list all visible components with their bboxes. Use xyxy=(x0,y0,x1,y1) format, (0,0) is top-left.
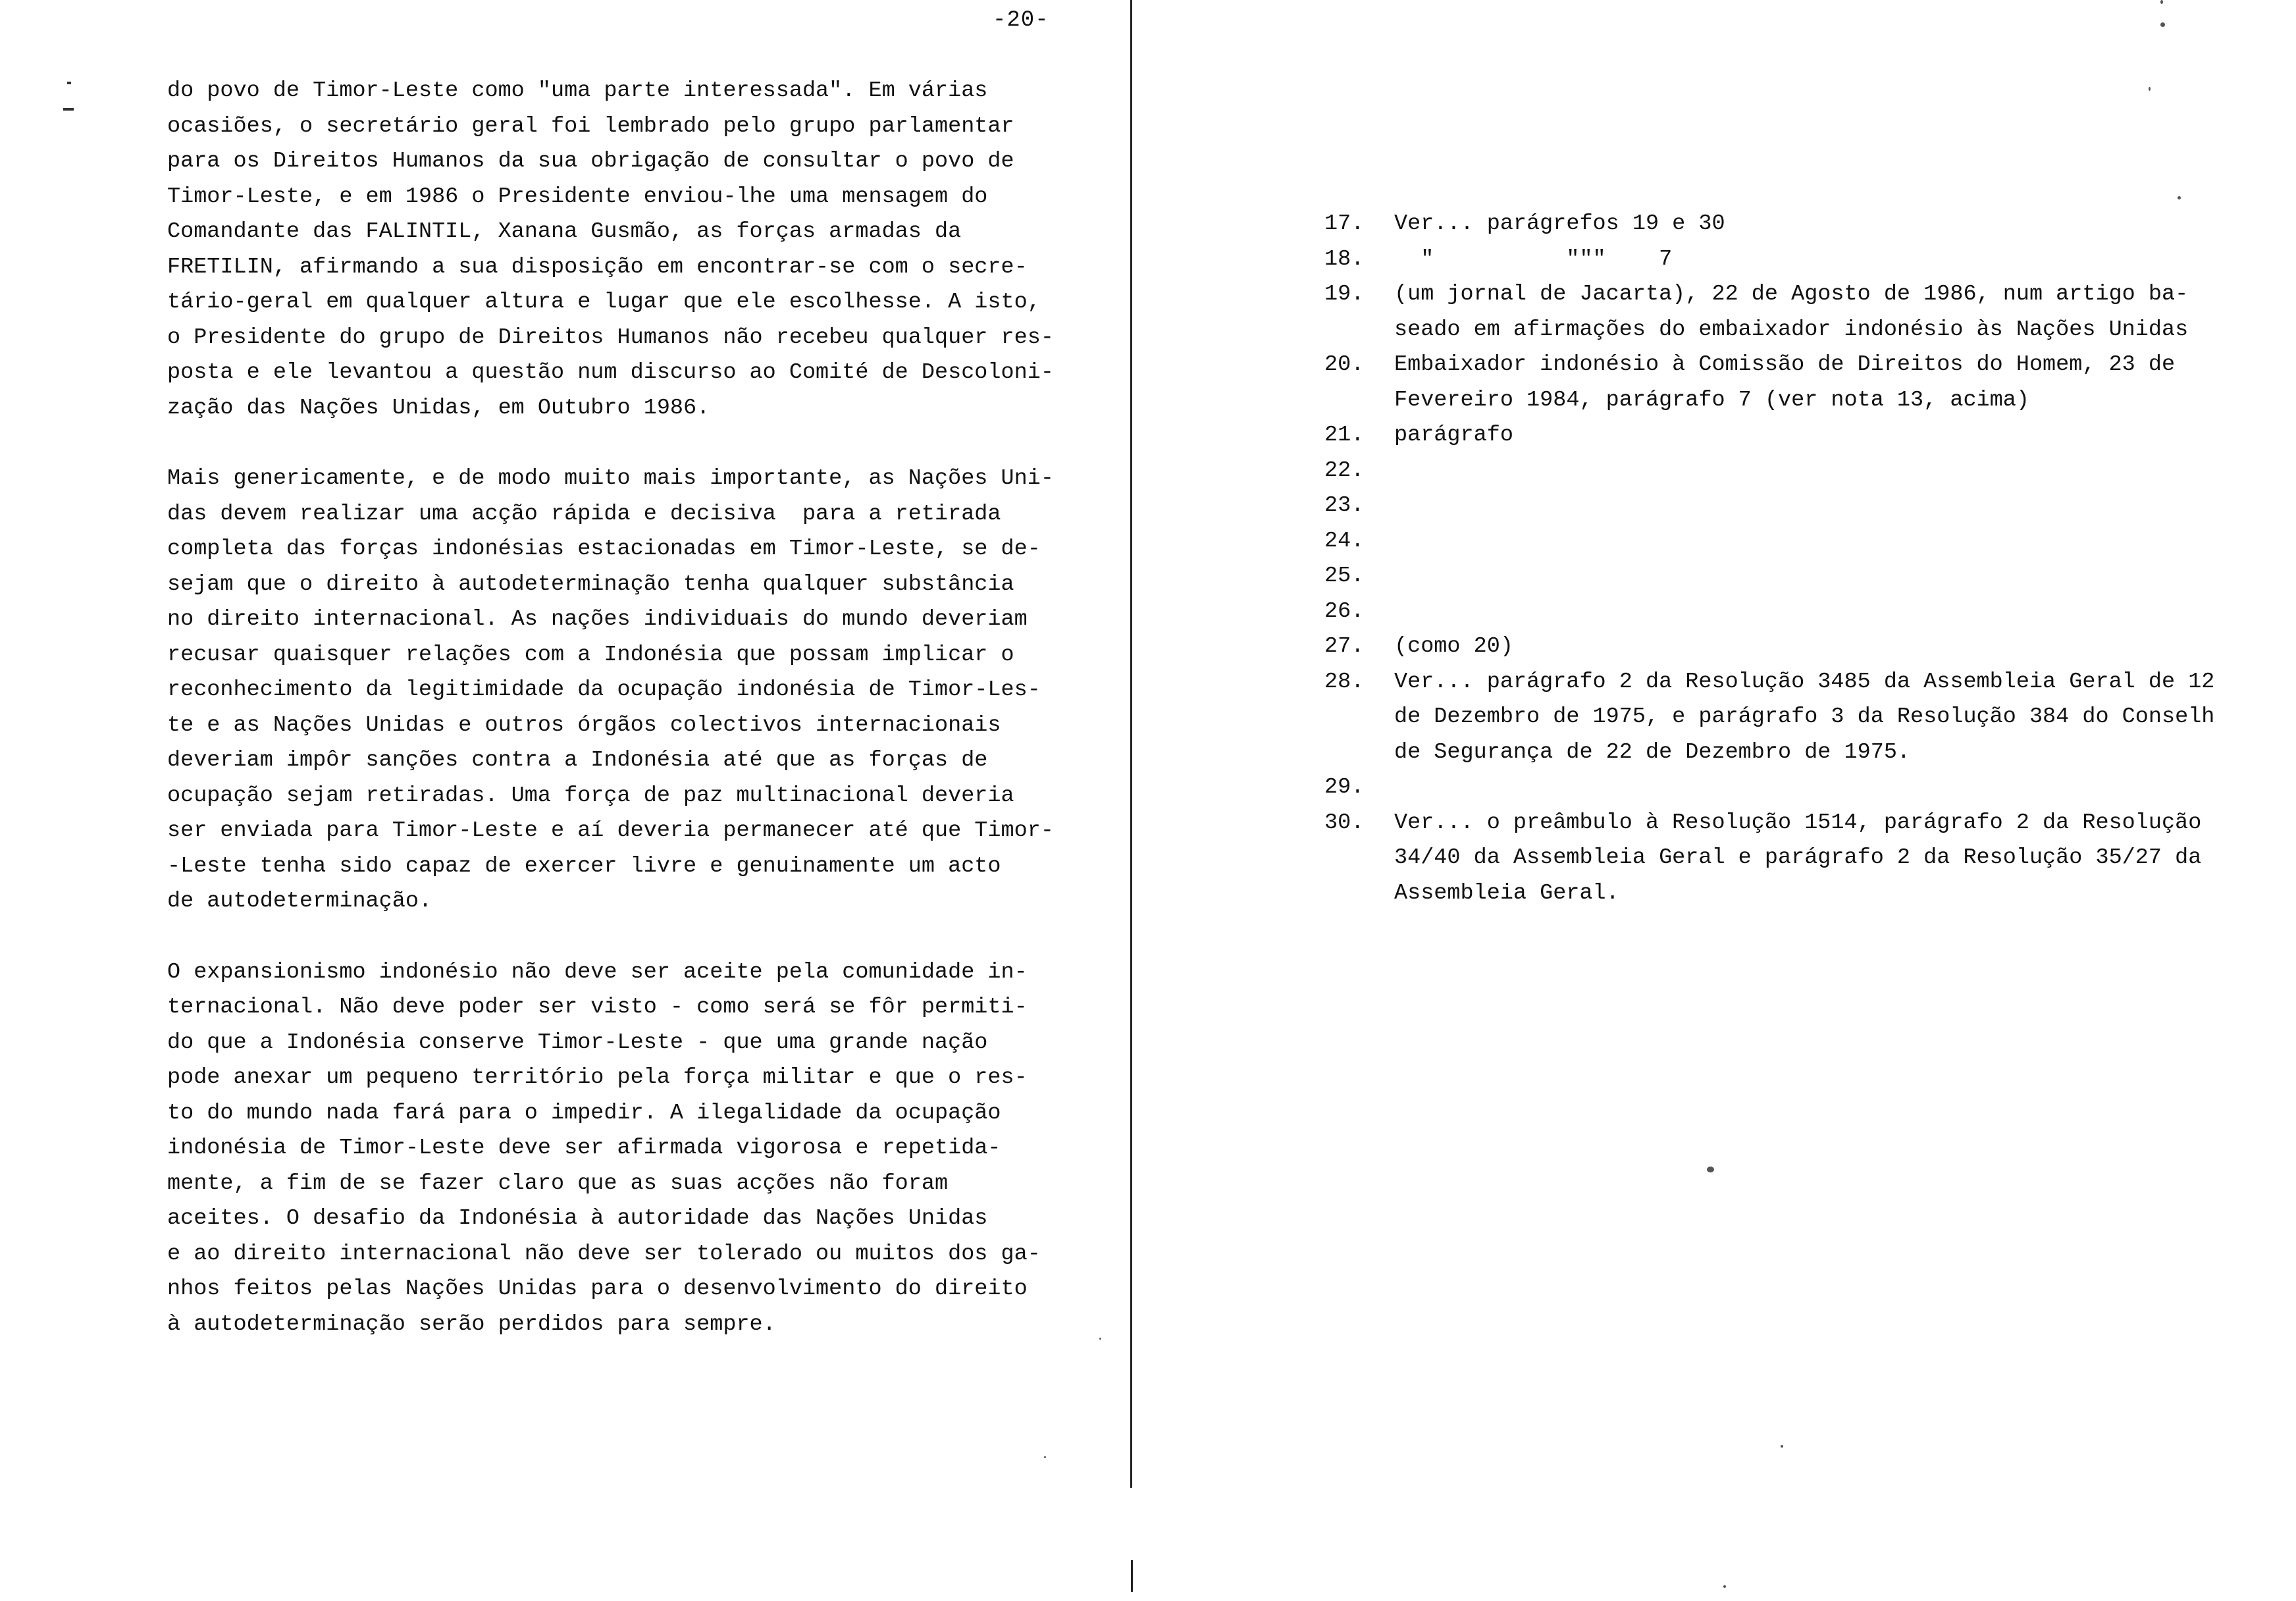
footnote-line: (um jornal de Jacarta), 22 de Agosto de 1986, num artigo ba- xyxy=(1394,282,2189,307)
text-line: o Presidente do grupo de Direitos Humanos não recebeu qualquer res- xyxy=(167,325,1054,350)
footnote-item xyxy=(1324,454,2292,489)
text-line: pode anexar um pequeno território pela força militar e que o res- xyxy=(167,1065,1028,1090)
footnote-number: 19. xyxy=(1324,282,1365,307)
text-line: de autodeterminação. xyxy=(167,889,432,914)
text-line: aceites. O desafio da Indonésia à autoridade das Nações Unidas xyxy=(167,1206,988,1231)
footnote-text xyxy=(1394,348,2175,418)
scan-speck xyxy=(1781,1445,1783,1448)
footnote-number: 20. xyxy=(1324,352,1365,377)
footnote-number: 28. xyxy=(1324,669,1365,695)
footnote-number: 22. xyxy=(1324,458,1365,483)
body-text xyxy=(167,74,1115,1378)
footnote-line: Assembleia Geral. xyxy=(1394,880,1619,906)
text-line: tário-geral em qualquer altura e lugar que ele escolhesse. A isto, xyxy=(167,290,1041,315)
footnote-item xyxy=(1324,770,2292,806)
footnote-line: Embaixador indonésio à Comissão de Direitos do Homem, 23 de xyxy=(1394,352,2176,377)
body-paragraph xyxy=(167,461,1115,920)
text-line: te e as Nações Unidas e outros órgãos colectivos internacionais xyxy=(167,712,1001,738)
scan-speck xyxy=(2149,87,2151,91)
text-line: FRETILIN, afirmando a sua disposição em encontrar-se com o secre- xyxy=(167,254,1028,280)
scan-speck xyxy=(2178,196,2181,199)
text-line: sejam que o direito à autodeterminação tenha qualquer substância xyxy=(167,571,1014,597)
footnote-text xyxy=(1394,806,2201,912)
footnote-item xyxy=(1324,488,2292,524)
text-line: ser enviada para Timor-Leste e aí deveria permanecer até que Timor- xyxy=(167,818,1054,843)
text-line: Comandante das FALINTIL, Xanana Gusmão, as forças armadas da xyxy=(167,219,962,244)
text-line: posta e ele levantou a questão num discurso ao Comité de Descoloni- xyxy=(167,360,1054,385)
footnote-line: Ver... parágrafo 2 da Resolução 3485 da Assembleia Geral de 12 xyxy=(1394,669,2215,695)
footnote-number: 23. xyxy=(1324,493,1365,518)
footnote-item xyxy=(1324,806,2292,912)
footnote-item xyxy=(1324,418,2292,454)
footnote-number: 25. xyxy=(1324,564,1365,589)
text-line: recusar quaisquer relações com a Indonésia que possam implicar o xyxy=(167,642,1014,668)
footnote-line: (como 20) xyxy=(1394,634,1513,659)
text-line: O expansionismo indonésio não deve ser aceite pela comunidade in- xyxy=(167,959,1028,985)
footnote-line: Ver... o preâmbulo à Resolução 1514, parágrafo 2 da Resolução xyxy=(1394,810,2202,835)
footnote-line: 34/40 da Assembleia Geral e parágrafo 2 da Resolução 35/27 da xyxy=(1394,845,2202,870)
text-line: à autodeterminação serão perdidos para sempre. xyxy=(167,1311,776,1337)
footnote-line: de Dezembro de 1975, e parágrafo 3 da Resolução 384 do Conselh xyxy=(1394,704,2215,729)
text-line: Timor-Leste, e em 1986 o Presidente enviou-lhe uma mensagem do xyxy=(167,184,988,209)
footnote-item xyxy=(1324,665,2292,771)
text-line: nhos feitos pelas Nações Unidas para o desenvolvimento do direito xyxy=(167,1276,1028,1301)
text-line: zação das Nações Unidas, em Outubro 1986. xyxy=(167,395,710,421)
text-line: das devem realizar uma acção rápida e decisiva para a retirada xyxy=(167,501,1001,527)
text-line: e ao direito internacional não deve ser tolerado ou muitos dos ga- xyxy=(167,1241,1041,1267)
margin-mark xyxy=(67,82,71,84)
body-paragraph xyxy=(167,74,1115,426)
footnote-number: 27. xyxy=(1324,634,1365,659)
footnote-text xyxy=(1394,665,2214,771)
text-line: to do mundo nada fará para o impedir. A ilegalidade da ocupação xyxy=(167,1100,1001,1126)
footnote-number: 21. xyxy=(1324,423,1365,448)
text-line: do que a Indonésia conserve Timor-Leste - que uma grande nação xyxy=(167,1030,988,1055)
footnote-item xyxy=(1324,524,2292,560)
text-line: ternacional. Não deve poder ser visto - como será se fôr permiti- xyxy=(167,995,1028,1020)
footnote-line: parágrafo xyxy=(1394,423,1513,448)
text-line: para os Direitos Humanos da sua obrigação de consultar o povo de xyxy=(167,149,1014,174)
footnote-item xyxy=(1324,207,2292,242)
footnote-number: 29. xyxy=(1324,775,1365,800)
footnote-text xyxy=(1394,277,2188,348)
footnote-text xyxy=(1394,418,1513,454)
footnote-item xyxy=(1324,629,2292,665)
footnote-text xyxy=(1394,242,1672,278)
text-line: no direito internacional. As nações individuais do mundo deveriam xyxy=(167,607,1028,632)
footnote-item xyxy=(1324,277,2292,348)
scan-speck xyxy=(1723,1585,1726,1588)
footnote-item xyxy=(1324,559,2292,594)
margin-mark xyxy=(63,108,74,111)
scan-speck xyxy=(1044,1456,1046,1458)
footnote-number: 18. xyxy=(1324,246,1365,272)
footnote-item xyxy=(1324,242,2292,278)
text-line: Mais genericamente, e de modo muito mais importante, as Nações Uni- xyxy=(167,466,1054,491)
text-line: indonésia de Timor-Leste deve ser afirmada vigorosa e repetida- xyxy=(167,1136,1001,1161)
footnote-text xyxy=(1394,207,1725,242)
right-page xyxy=(1134,0,2296,1601)
text-line: ocasiões, o secretário geral foi lembrado pelo grupo parlamentar xyxy=(167,113,1014,139)
text-line: deveriam impôr sanções contra a Indonésia até que as forças de xyxy=(167,748,988,773)
body-paragraph xyxy=(167,955,1115,1343)
scan-speck xyxy=(1707,1167,1714,1172)
footnote-item xyxy=(1324,348,2292,418)
text-line: mente, a fim de se fazer claro que as suas acções não foram xyxy=(167,1170,949,1196)
footnote-line: seado em afirmações do embaixador indonésio às Nações Unidas xyxy=(1394,317,2189,342)
footnote-line: Ver... parágrefos 19 e 30 xyxy=(1394,211,1725,236)
text-line: ocupação sejam retiradas. Uma força de paz multinacional deveria xyxy=(167,783,1014,808)
footnote-number: 26. xyxy=(1324,598,1365,624)
footnote-line: Fevereiro 1984, parágrafo 7 (ver nota 13, acima) xyxy=(1394,387,2029,413)
text-line: -Leste tenha sido capaz de exercer livre e genuinamente um acto xyxy=(167,853,1001,879)
footnote-number: 24. xyxy=(1324,528,1365,554)
footnote-number: 30. xyxy=(1324,810,1365,835)
page-number: -20- xyxy=(993,8,1049,33)
scan-speck xyxy=(1099,1338,1101,1340)
footnote-item xyxy=(1324,594,2292,630)
text-line: completa das forças indonésias estacionadas em Timor-Leste, se de- xyxy=(167,537,1041,562)
footnote-line: " """ 7 xyxy=(1394,246,1673,272)
left-page xyxy=(0,0,1132,1601)
footnote-number: 17. xyxy=(1324,211,1365,236)
text-line: do povo de Timor-Leste como "uma parte interessada". Em várias xyxy=(167,78,988,103)
footnote-line: de Segurança de 22 de Dezembro de 1975. xyxy=(1394,739,1911,765)
footnote-text xyxy=(1394,629,1513,665)
text-line: reconhecimento da legitimidade da ocupação indonésia de Timor-Les- xyxy=(167,677,1041,702)
scan-speck xyxy=(2160,0,2163,4)
scan-speck xyxy=(2160,22,2165,27)
footnotes-list xyxy=(1324,207,2292,911)
